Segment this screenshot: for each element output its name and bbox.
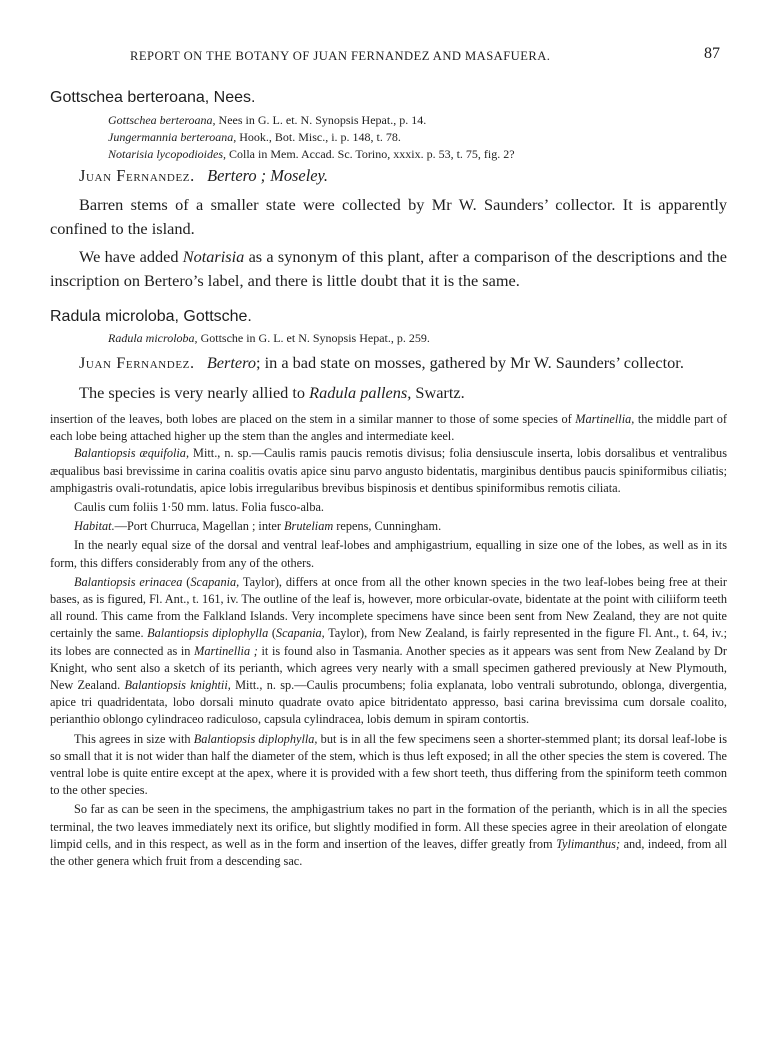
italic-taxon: Balantiopsis diplophylla (147, 626, 269, 641)
synonym-entry (108, 146, 727, 163)
italic-taxon: Bruteliam (284, 519, 334, 534)
synonym-citation: Nees in G. L. et. N. Synopsis Hepat., p. 14. (215, 113, 427, 127)
text-run: ( (182, 574, 191, 589)
section-gap (50, 293, 727, 307)
text-run: We have added (79, 247, 183, 266)
paragraph-insertion (50, 411, 727, 445)
paragraph-radula-note (50, 381, 727, 405)
synonym-citation: Gottsche in G. L. et N. Synopsis Hepat., p. 259. (197, 331, 430, 345)
text-run: ; in a bad state on mosses, gathered by Mr W. Saunders’ collector. (256, 353, 684, 372)
synonym-entry (108, 112, 727, 129)
text-run: Mitt., n. sp.—Caulis ramis paucis remotis divisus; folia densiuscule inserta, lobis dorsalibus et ventralibus æqualibus basi brevissime in carina coalitis ovatis apice sinu parvo angusto bidentatis, marginibus dentibus paucis spiniformibus ciliatis; amphigastris ovali-rotundatis, apice lobis irregularibus brevibus bispinosis et dentibus spiniformibus remotis ciliata. (50, 446, 727, 495)
text-run: So far as can be seen in the specimens, the amphigastrium takes no part in the formation of the perianth, which is in all the species terminal, the two leaves immediately next its orifice, but slightly modified in form. All these species agree in their areolation of elongate limpid cells, and in this respect, as well as in the form and insertion of the leaves, differ greatly from (50, 802, 727, 851)
locality-name: Juan Fernandez. (79, 353, 195, 372)
italic-taxon: Balantiopsis diplophylla, (193, 731, 318, 746)
synonym-entry (108, 129, 727, 146)
locality-line-gottschea (50, 165, 727, 187)
paragraph-habitat (50, 518, 727, 535)
text-run: The species is very nearly allied to (79, 383, 310, 402)
paragraph-equal-size: In the nearly equal size of the dorsal and ventral leaf-lobes and amphigastrium, equalling in size one of the lobes, as well as in its form, this differs considerably from any of the others. (50, 538, 727, 570)
text-run: the middle part of each lobe being attached higher up the stem than the angles and intermediate keel. (50, 412, 728, 444)
synonym-name: Jungermannia berteroana, (108, 130, 237, 144)
italic-taxon: Notarisia (182, 247, 245, 266)
italic-taxon: Martinellia ; (194, 643, 258, 658)
synonym-name: Notarisia lycopodioides, (108, 147, 226, 161)
italic-taxon: Radula pallens, (309, 383, 412, 402)
page-number: 87 (704, 45, 720, 62)
synonym-citation: Hook., Bot. Misc., i. p. 148, t. 78. (236, 130, 401, 144)
text-run: Mitt., n. sp.—Caulis procumbens; folia explanata, lobo ventrali subrotundo, oblonga, divergentia, apice tri quadridentata, lobo dorsali minuto quadrate ovato apice bitridentato appresso, basi carina brevissima cum dorsale coalito, perianthio oblongo cylindraceo radiculoso, capsula cylindracea, lobis demum in spiram contortis. (50, 678, 727, 727)
text-run: —Port Churruca, Magellan ; inter (114, 519, 285, 534)
text-run: Taylor), from New Zealand, is fairly represented in the figure Fl. Ant., t. 64, iv.; its lobes are connected as in (50, 626, 727, 658)
paragraph-erinacea (50, 574, 727, 729)
italic-taxon: Scapania, (190, 574, 240, 589)
synonym-list-gottschea (50, 112, 727, 163)
text-run: it is found also in Tasmania. Another species as it appears was sent from New Zealand by Dr Knight, who sent also a sketch of its perianth, which agrees very nearly with a small specimen gathered previously at New Plymouth, New Zealand. (50, 643, 728, 693)
text-run: This agrees in size with (74, 731, 194, 746)
paragraph-amphigastrium (50, 801, 727, 870)
text-run: as a synonym of this plant, after a comparison of the descriptions and the inscription on Bertero’s label, and there is little doubt that it is the same. (50, 247, 727, 290)
synonym-name: Gottschea berteroana, (108, 113, 216, 127)
paragraph-diplophylla-comparison (50, 731, 727, 800)
text-run: Swartz. (411, 383, 465, 402)
page-header (0, 45, 776, 65)
locality-line-radula (50, 351, 727, 375)
locality-name: Juan Fernandez. (79, 166, 195, 185)
italic-taxon: Balantiopsis æquifolia, (74, 446, 190, 461)
paragraph-barren-stems: Barren stems of a smaller state were collected by Mr W. Saunders’ collector. It is apparently confined to the island. (50, 195, 727, 238)
paragraph-aequifolia-diagnosis (50, 445, 727, 497)
text-run: repens, Cunningham. (333, 519, 442, 534)
italic-taxon: Martinellia, (575, 412, 635, 426)
text-run: but is in all the few specimens seen a shorter-stemmed plant; its dorsal leaf-lobe is so small that it is not wider than half the diameter of the stem, which is thus left exposed; in all the other species the stem is covered. The ventral lobe is quite entire except at the apex, where it is provided with a few short teeth, thus differing from the spiniform teeth common to the other species. (50, 731, 727, 798)
synonym-name: Radula microloba, (108, 331, 198, 345)
italic-taxon: Balantiopsis erinacea (74, 574, 183, 589)
running-title: REPORT ON THE BOTANY OF JUAN FERNANDEZ AND MASAFUERA. (130, 49, 551, 63)
synonym-entry (108, 330, 727, 347)
species-title-radula: Radula microloba, Gottsche. (50, 308, 252, 325)
species-title-gottschea: Gottschea berteroana, Nees. (50, 89, 256, 106)
italic-taxon: Balantiopsis knightii, (124, 678, 231, 693)
paragraph-caulis: Caulis cum foliis 1·50 mm. latus. Folia fusco-alba. (74, 500, 325, 515)
text-run: ( (268, 626, 276, 641)
collector-names: Bertero ; Moseley. (207, 166, 329, 185)
italic-taxon: Tylimanthus; (556, 836, 621, 851)
paragraph-notarisia (50, 245, 727, 293)
synonym-citation: Colla in Mem. Accad. Sc. Torino, xxxix. p. 53, t. 75, fig. 2? (226, 147, 515, 161)
italic-taxon: Scapania, (275, 626, 325, 641)
page-body (50, 80, 727, 870)
text-run: and, indeed, from all the other genera which fruit from a descending sac. (50, 836, 727, 869)
italic-label: Habitat. (74, 519, 115, 534)
text-run: Taylor), differs at once from all the other known species in the two leaf-lobes being free at their bases, as is figured, Fl. Ant., t. 161, iv. The outline of the leaf is, however, more orbicular-ovate, bidentate at the point with ciliiform teeth all round. This came from the Falkland Islands. Very incomplete specimens have since been sent from New Zealand, they are not quite certainly the same. (50, 574, 727, 641)
collector-names: Bertero (206, 353, 256, 372)
text-run: insertion of the leaves, both lobes are placed on the stem in a similar manner to those of some species of (50, 412, 576, 426)
